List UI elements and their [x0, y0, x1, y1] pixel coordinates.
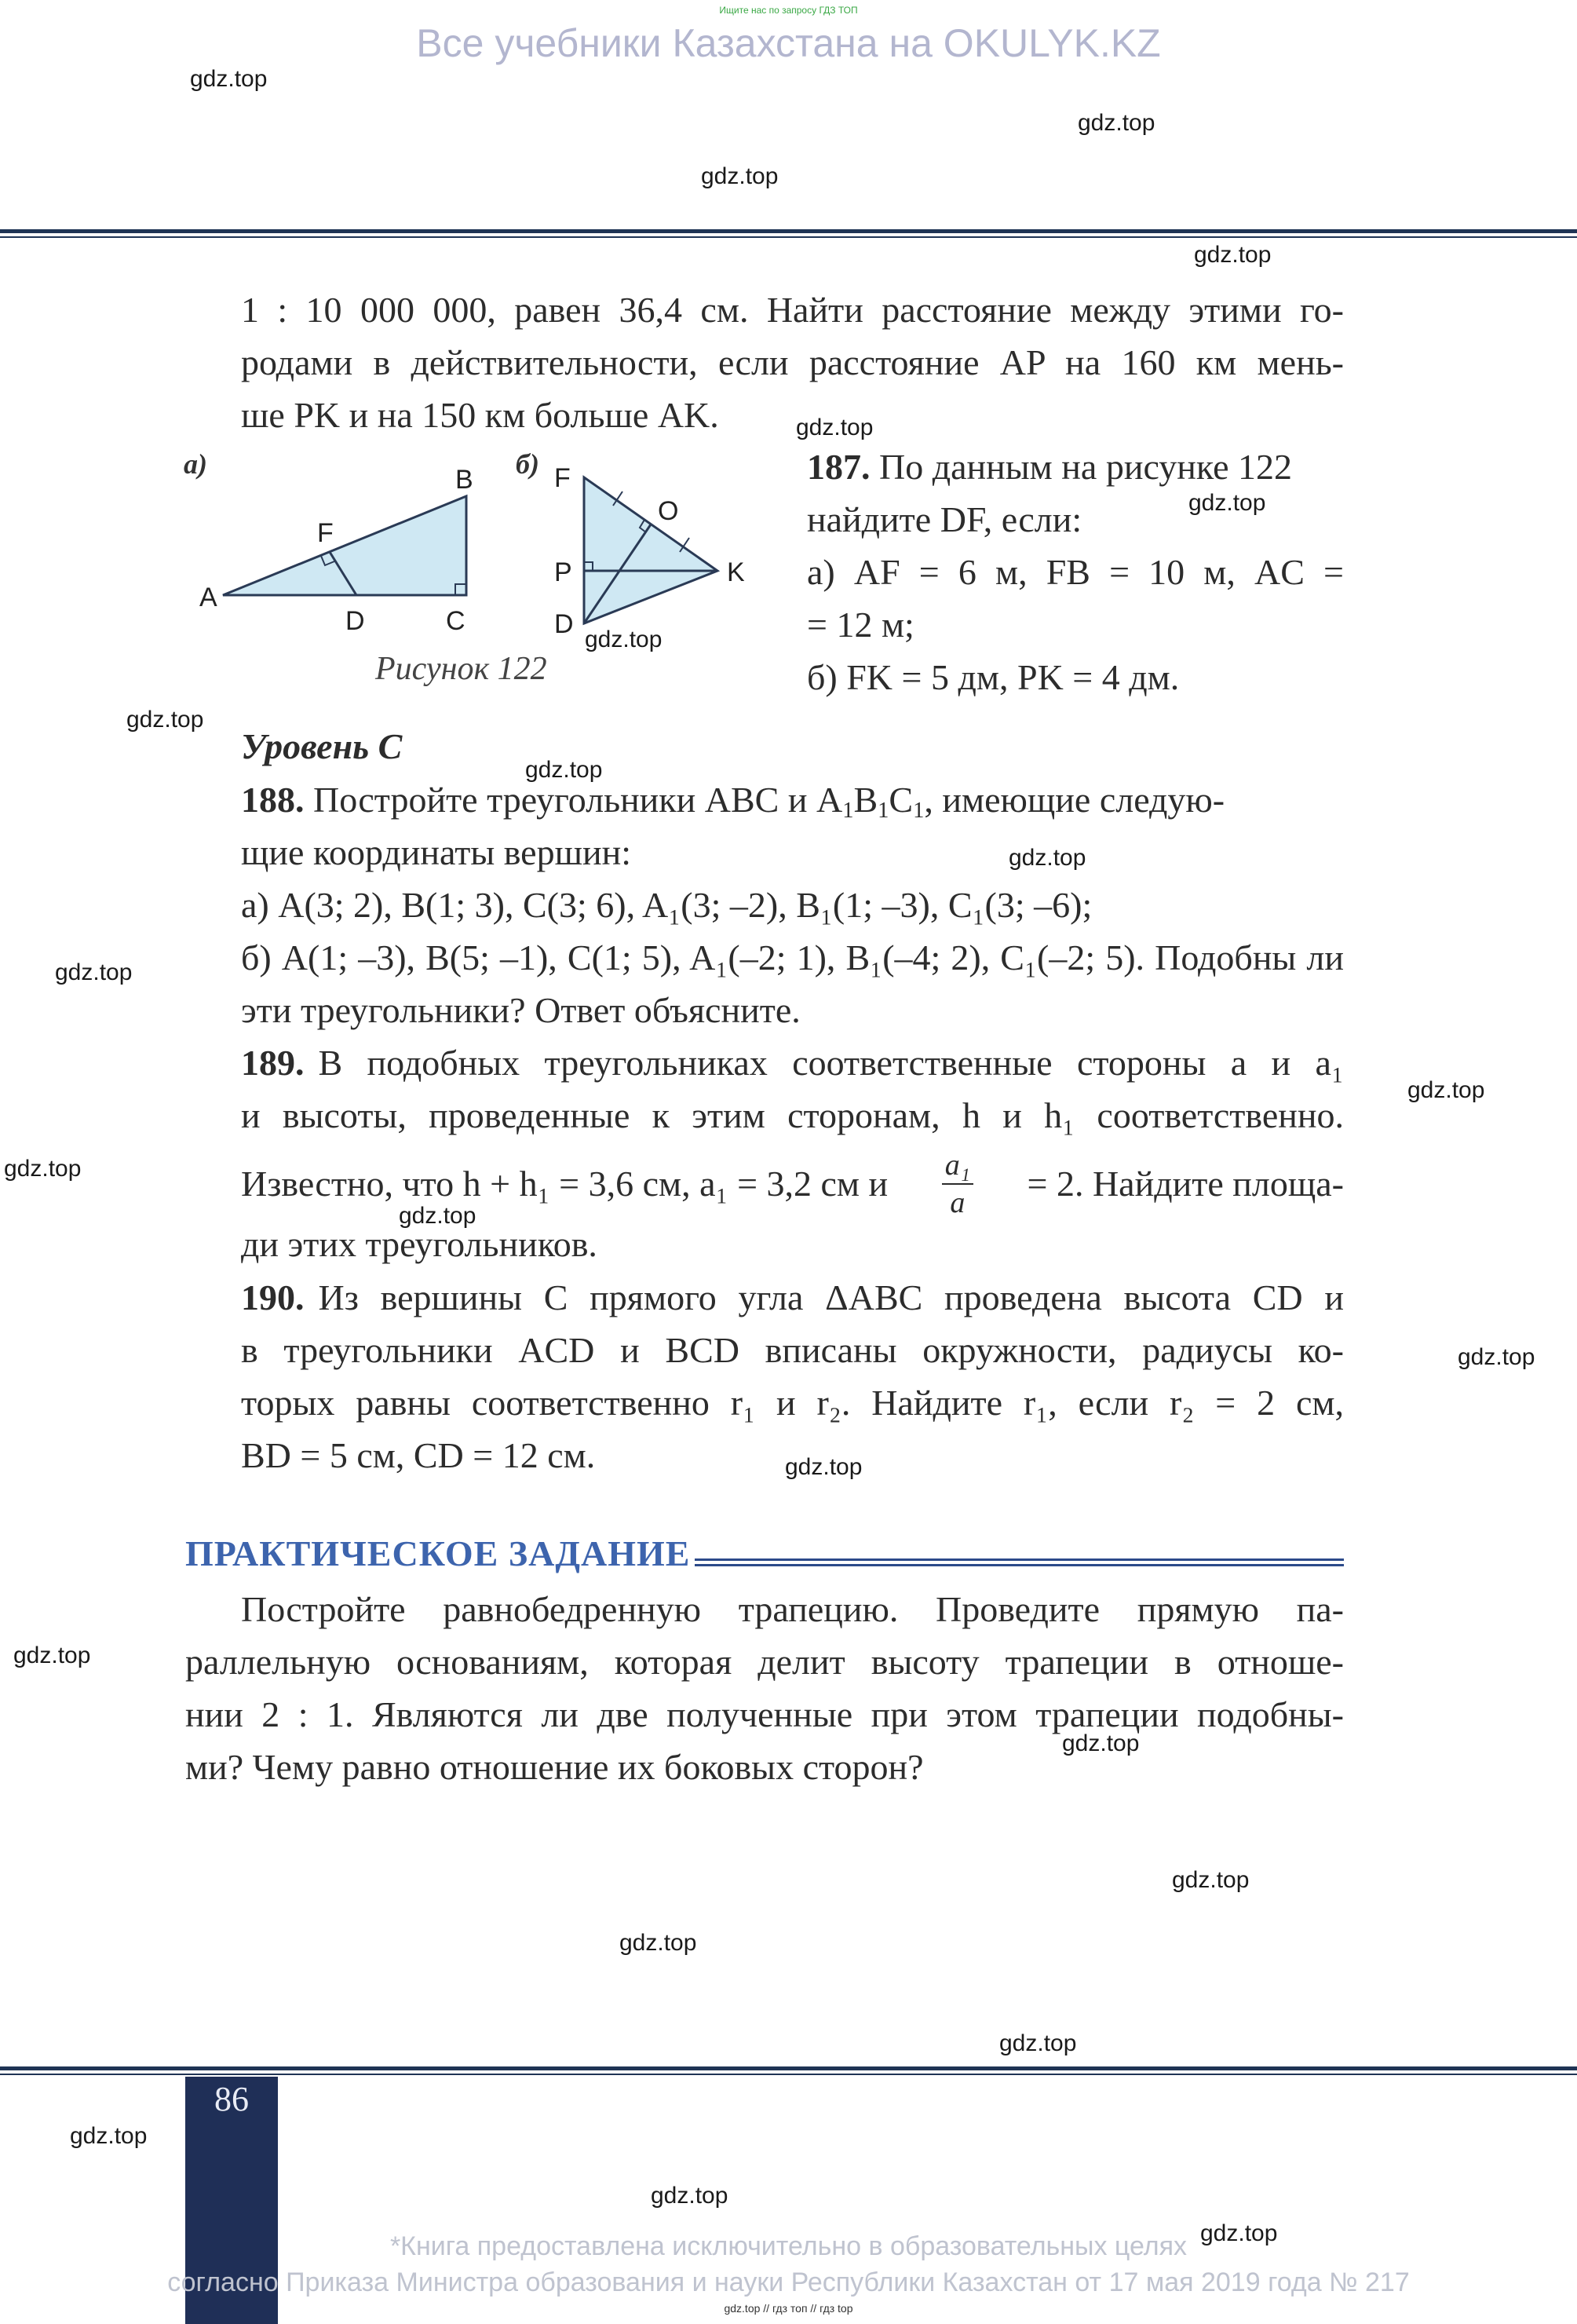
practice-heading-row	[185, 1527, 1344, 1574]
bottom-rule	[0, 2066, 1577, 2070]
watermark: gdz.top	[4, 1156, 82, 1182]
watermark: gdz.top	[190, 66, 268, 92]
watermark: gdz.top	[1188, 490, 1266, 516]
vertex-k-label: K	[727, 557, 745, 587]
p189-text-3a: Известно, что h + h₁ = 3,6 см, a₁ = 3,2 см и	[241, 1164, 889, 1204]
p190-line-4: BD = 5 см, CD = 12 см.	[241, 1435, 596, 1475]
practice-rule	[695, 1558, 1344, 1566]
footer-note-line-2: согласно Приказа Министра образования и науки Республики Казахстан от 17 мая 2019 года № 217	[167, 2267, 1410, 2297]
p187-number: 187.	[807, 447, 871, 487]
bottom-rule-thin	[0, 2074, 1577, 2075]
p189-line-1	[241, 1042, 1344, 1084]
site-title: Все учебники Казахстана на OKULYK.KZ	[416, 21, 1161, 65]
p188-line-4: б) A(1; –3), B(5; –1), C(1; 5), A₁(–2; 1), B₁(–4; 2), C₁(–2; 5). Подобны ли	[241, 937, 1344, 977]
p188-text-1: Постройте треугольники ABC и A	[313, 780, 843, 820]
watermark: gdz.top	[651, 2183, 728, 2209]
watermark: gdz.top	[1062, 1730, 1140, 1756]
practice-line-2: раллельную основаниям, которая делит высоту трапеции в отноше-	[185, 1642, 1344, 1682]
p188-line-5: эти треугольники? Ответ объясните.	[241, 990, 801, 1030]
p187-text-1: По данным на рисунке 122	[879, 447, 1292, 487]
vertex-p-label: P	[554, 557, 572, 587]
triangle-fkd	[584, 477, 717, 623]
watermark: gdz.top	[70, 2123, 148, 2149]
page-number: 86	[214, 2080, 249, 2118]
p188-line-2: щие координаты вершин:	[241, 832, 632, 872]
watermark: gdz.top	[1172, 1867, 1250, 1893]
watermark: gdz.top	[1194, 242, 1272, 268]
watermark: gdz.top	[1407, 1077, 1485, 1103]
triangle-abc	[223, 496, 466, 595]
p189-text-1: В подобных треугольниках соответственные стороны a и a₁	[318, 1043, 1344, 1083]
p187-line-3: а) AF = 6 м, FB = 10 м, AC =	[807, 552, 1344, 592]
vertex-f-label-b: F	[554, 463, 571, 493]
vertex-o-label: O	[658, 496, 679, 526]
watermark: gdz.top	[796, 415, 874, 440]
p190-text-1: Из вершины C прямого угла ΔABC проведена высота CD и	[318, 1277, 1344, 1317]
vertex-c-label: C	[446, 606, 465, 636]
p189-text-3b: = 2. Найдите площа-	[1027, 1164, 1344, 1204]
watermark: gdz.top	[1458, 1344, 1535, 1370]
p188-line-3: а) A(3; 2), B(1; 3), C(3; 6), A₁(3; –2), B₁(1; –3), C₁(3; –6);	[241, 885, 1093, 925]
p189-line-4: ди этих треугольников.	[241, 1224, 597, 1264]
p188-text-1-tail: , имеющие следую-	[924, 780, 1225, 820]
watermark: gdz.top	[1009, 845, 1086, 871]
practice-title: ПРАКТИЧЕСКОЕ ЗАДАНИЕ	[185, 1533, 691, 1573]
figure-122-triangles	[188, 455, 769, 644]
p190-line-1	[241, 1277, 1344, 1319]
footer-small-text: gdz.top // гдз топ // гдз top	[724, 2302, 853, 2315]
p187-line-2: найдите DF, если:	[807, 499, 1082, 539]
vertex-f-label: F	[317, 518, 334, 548]
watermark: gdz.top	[785, 1454, 863, 1480]
practice-line-3: нии 2 : 1. Являются ли две полученные при этом трапеции подобны-	[185, 1694, 1344, 1734]
p187-line-4: = 12 м;	[807, 605, 914, 645]
p189-line-2: и высоты, проведенные к этим сторонам, h и h₁ соответственно.	[241, 1095, 1344, 1135]
watermark: gdz.top	[13, 1643, 91, 1668]
vertex-a-label: A	[199, 583, 217, 612]
p187-line-5: б) FK = 5 дм, PK = 4 дм.	[807, 657, 1180, 697]
header-small-text: Ищите нас по запросу ГДЗ ТОП	[719, 5, 858, 16]
figure-label-b: б)	[516, 448, 539, 480]
watermark: gdz.top	[585, 627, 663, 652]
practice-line-4: ми? Чему равно отношение их боковых сторон?	[185, 1747, 924, 1787]
level-heading: Уровень С	[241, 726, 403, 766]
vertex-b-label: B	[455, 465, 473, 495]
p187-line-1	[807, 446, 1292, 488]
figure-caption: Рисунок 122	[375, 651, 547, 687]
p189-fraction	[942, 1150, 973, 1218]
top-rule-thin	[0, 236, 1577, 238]
watermark: gdz.top	[1200, 2220, 1278, 2246]
p190-number: 190.	[241, 1277, 305, 1317]
top-rule	[0, 229, 1577, 233]
watermark: gdz.top	[999, 2030, 1077, 2056]
watermark: gdz.top	[525, 757, 603, 783]
watermark: gdz.top	[55, 959, 133, 985]
watermark: gdz.top	[1078, 110, 1155, 136]
p190-line-2: в треугольники ACD и BCD вписаны окружности, радиусы ко-	[241, 1330, 1344, 1370]
watermark: gdz.top	[701, 163, 779, 189]
watermark: gdz.top	[399, 1203, 476, 1229]
p188-line-1: 188. Постройте треугольники ABC и $A_1B_1C_1$, имеющие следую-	[241, 780, 1225, 824]
vertex-d-label-b: D	[554, 609, 574, 639]
intro-line-2: родами в действительности, если расстояние AP на 160 км мень-	[241, 342, 1344, 382]
p189-number: 189.	[241, 1043, 305, 1083]
watermark: gdz.top	[619, 1930, 697, 1956]
watermark: gdz.top	[126, 707, 204, 733]
intro-line-3: ше PK и на 150 км больше AK.	[241, 395, 719, 435]
vertex-d-label: D	[345, 606, 365, 636]
fraction-denominator: a	[950, 1186, 966, 1219]
intro-line-1: 1 : 10 000 000, равен 36,4 см. Найти расстояние между этими го-	[241, 290, 1344, 330]
fraction-numerator: a₁	[942, 1150, 973, 1185]
figure-label-a: а)	[184, 448, 207, 480]
p188-number: 188.	[241, 780, 305, 820]
footer-note-line-1: *Книга предоставлена исключительно в образовательных целях	[389, 2231, 1188, 2261]
practice-line-1: Постройте равнобедренную трапецию. Проведите прямую па-	[241, 1589, 1344, 1629]
p190-line-3: торых равны соответственно r₁ и r₂. Найдите r₁, если r₂ = 2 см,	[241, 1383, 1344, 1423]
